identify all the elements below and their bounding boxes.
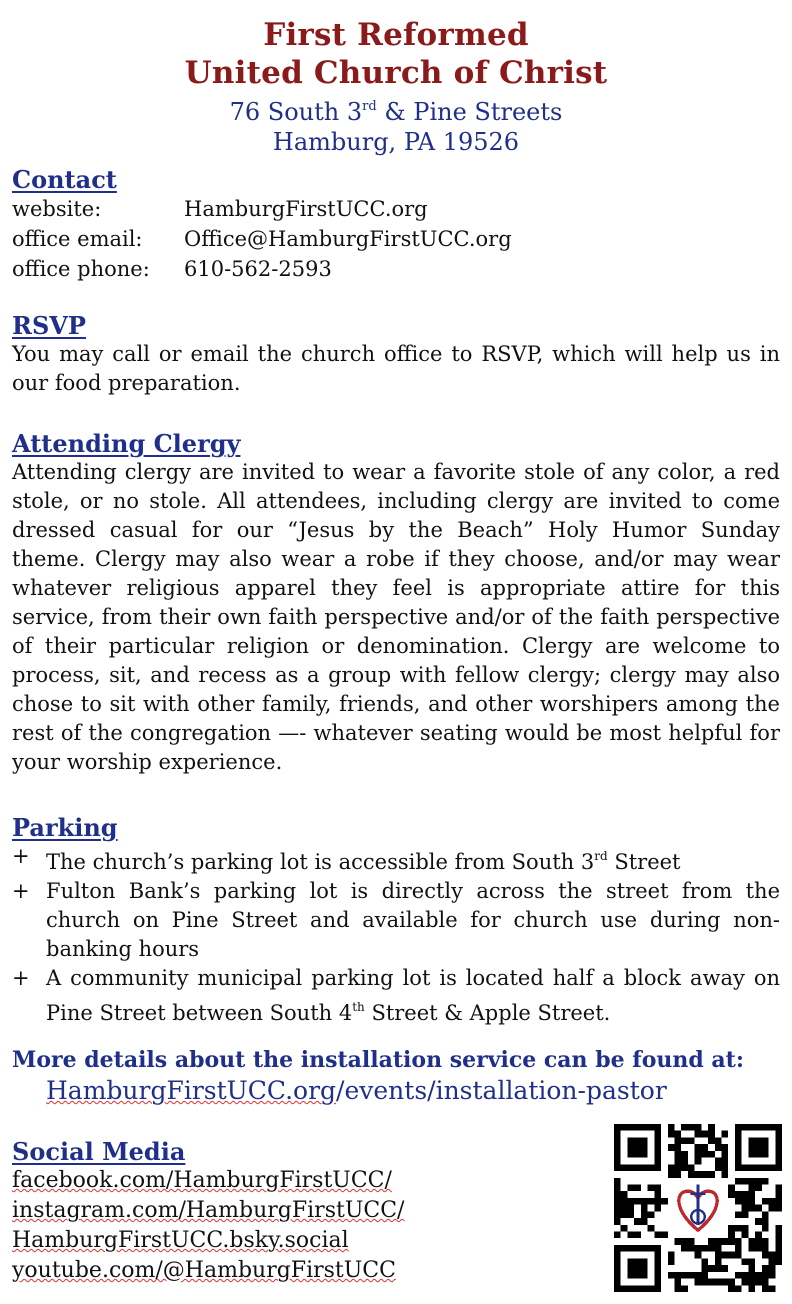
qr-module (681, 1164, 688, 1171)
qr-module (755, 1272, 762, 1279)
qr-module (735, 1272, 742, 1279)
contact-row-email (12, 224, 780, 254)
qr-module (695, 1144, 702, 1151)
qr-module (715, 1137, 722, 1144)
qr-module (674, 1158, 681, 1165)
qr-module (775, 1225, 782, 1232)
qr-module (708, 1265, 715, 1272)
qr-module (695, 1252, 702, 1259)
qr-module (742, 1272, 749, 1279)
qr-module (728, 1225, 735, 1232)
qr-module (634, 1184, 641, 1191)
qr-module (769, 1205, 776, 1212)
qr-module (614, 1211, 621, 1218)
qr-module (701, 1131, 708, 1138)
qr-module (641, 1218, 648, 1225)
qr-module (641, 1198, 648, 1205)
qr-module (614, 1232, 621, 1239)
qr-module (681, 1272, 688, 1279)
qr-module (755, 1238, 762, 1245)
qr-module (688, 1137, 695, 1144)
qr-module (674, 1171, 681, 1178)
qr-module (661, 1232, 668, 1239)
qr-module (762, 1245, 769, 1252)
social-heading: Social Media (12, 1137, 186, 1166)
qr-module (681, 1238, 688, 1245)
qr-module (748, 1245, 755, 1252)
qr-module (728, 1232, 735, 1239)
list-item: + A community municipal parking lot is located half a block away on Pine Street between South 4th Street & Apple Street. (12, 964, 780, 1028)
qr-module (627, 1184, 634, 1191)
clergy-heading: Attending Clergy (12, 429, 241, 458)
qr-module (722, 1265, 729, 1272)
qr-module (722, 1144, 729, 1151)
qr-module (654, 1198, 661, 1205)
qr-module (762, 1252, 769, 1259)
qr-module (614, 1184, 621, 1191)
qr-module (742, 1279, 749, 1286)
qr-module (762, 1211, 769, 1218)
qr-module (755, 1279, 762, 1286)
qr-module (621, 1225, 628, 1232)
qr-module (748, 1184, 755, 1191)
qr-module (668, 1124, 675, 1131)
qr-module (762, 1225, 769, 1232)
rsvp-text: You may call or email the church office to RSVP, which will help us in our food preparation. (12, 342, 780, 395)
plus-bullet-icon: + (12, 844, 30, 868)
qr-module (674, 1144, 681, 1151)
qr-module (735, 1252, 742, 1259)
qr-module (735, 1285, 742, 1292)
qr-module (681, 1137, 688, 1144)
qr-module (715, 1144, 722, 1151)
qr-module (735, 1191, 742, 1198)
qr-module (668, 1171, 675, 1178)
plus-bullet-icon: + (12, 879, 30, 903)
qr-module (762, 1198, 769, 1205)
qr-module (688, 1171, 695, 1178)
instagram-link[interactable]: instagram.com/HamburgFirstUCC/ (12, 1198, 405, 1223)
qr-module (674, 1285, 681, 1292)
qr-module (762, 1279, 769, 1286)
qr-module (722, 1279, 729, 1286)
qr-module (614, 1218, 621, 1225)
qr-module (748, 1265, 755, 1272)
qr-module (627, 1232, 634, 1239)
qr-module (614, 1198, 621, 1205)
qr-module (722, 1164, 729, 1171)
qr-module (742, 1232, 749, 1239)
qr-module (701, 1171, 708, 1178)
qr-module (648, 1198, 655, 1205)
qr-module (695, 1272, 702, 1279)
qr-module (627, 1198, 634, 1205)
phone-value[interactable]: 610-562-2593 (184, 257, 332, 281)
qr-module (748, 1285, 755, 1292)
qr-module (634, 1232, 641, 1239)
qr-module (614, 1178, 621, 1185)
installation-link[interactable]: HamburgFirstUCC.org/events/installation-pastor (46, 1076, 667, 1105)
qr-module (735, 1245, 742, 1252)
qr-module (621, 1198, 628, 1205)
header (0, 0, 792, 157)
qr-module (701, 1245, 708, 1252)
qr-module (695, 1171, 702, 1178)
qr-module (769, 1272, 776, 1279)
qr-module (742, 1191, 749, 1198)
qr-module (755, 1232, 762, 1239)
qr-module (722, 1171, 729, 1178)
qr-module (728, 1285, 735, 1292)
contact-section (12, 166, 780, 284)
qr-module (708, 1137, 715, 1144)
qr-module (735, 1225, 742, 1232)
qr-module (648, 1225, 655, 1232)
city-address: Hamburg, PA 19526 (272, 128, 520, 156)
qr-module (708, 1171, 715, 1178)
qr-module (708, 1279, 715, 1286)
qr-module (634, 1198, 641, 1205)
qr-module (775, 1205, 782, 1212)
list-item: + The church’s parking lot is accessible from South 3rd Street (12, 842, 780, 877)
qr-module (735, 1198, 742, 1205)
qr-module (769, 1252, 776, 1259)
qr-module (735, 1178, 742, 1185)
parking-heading: Parking (12, 813, 118, 842)
qr-module (755, 1205, 762, 1212)
qr-module (748, 1258, 755, 1265)
qr-module (728, 1252, 735, 1259)
rsvp-section (12, 312, 780, 398)
qr-module (722, 1158, 729, 1165)
qr-module (735, 1238, 742, 1245)
qr-module (762, 1178, 769, 1185)
qr-module (728, 1279, 735, 1286)
qr-module (762, 1218, 769, 1225)
parking-section (12, 814, 780, 1028)
qr-module (701, 1151, 708, 1158)
qr-module (688, 1238, 695, 1245)
website-value[interactable]: HamburgFirstUCC.org (184, 197, 428, 221)
qr-module (695, 1279, 702, 1286)
qr-module (715, 1238, 722, 1245)
qr-module (708, 1124, 715, 1131)
qr-module (715, 1252, 722, 1259)
qr-module (748, 1178, 755, 1185)
qr-module (648, 1184, 655, 1191)
qr-module (654, 1205, 661, 1212)
parking-list (12, 842, 780, 1028)
website-label: website: (12, 197, 102, 221)
qr-module (688, 1245, 695, 1252)
qr-module (755, 1245, 762, 1252)
qr-module (742, 1178, 749, 1185)
qr-module (748, 1191, 755, 1198)
qr-module (769, 1265, 776, 1272)
youtube-link[interactable]: youtube.com/@HamburgFirstUCC (12, 1258, 396, 1283)
qr-module (634, 1218, 641, 1225)
qr-module (708, 1151, 715, 1158)
qr-module (742, 1198, 749, 1205)
qr-module (661, 1198, 668, 1205)
qr-code-icon[interactable] (614, 1124, 782, 1292)
qr-module (688, 1124, 695, 1131)
qr-module (701, 1272, 708, 1279)
rsvp-heading: RSVP (12, 311, 86, 340)
more-details-section (12, 1046, 780, 1108)
qr-module (681, 1151, 688, 1158)
qr-module (728, 1191, 735, 1198)
contact-row-website (12, 194, 780, 224)
contact-heading: Contact (12, 165, 117, 194)
list-item: + Fulton Bank’s parking lot is directly across the street from the church on Pine Street and available for church use during non-banking hours (12, 877, 780, 964)
qr-module (695, 1245, 702, 1252)
qr-module (668, 1252, 675, 1259)
qr-module (775, 1232, 782, 1239)
clergy-section (12, 430, 780, 777)
qr-module (614, 1205, 621, 1212)
qr-module (715, 1164, 722, 1171)
email-label: office email: (12, 227, 143, 251)
qr-module (674, 1272, 681, 1279)
qr-module (755, 1184, 762, 1191)
qr-module (728, 1238, 735, 1245)
qr-module (748, 1205, 755, 1212)
qr-module (722, 1151, 729, 1158)
qr-module (708, 1238, 715, 1245)
qr-module (775, 1191, 782, 1198)
qr-module (701, 1265, 708, 1272)
qr-module (755, 1218, 762, 1225)
qr-module (621, 1191, 628, 1198)
qr-module (722, 1238, 729, 1245)
qr-module (668, 1131, 675, 1138)
more-details-heading: More details about the installation service can be found at: (12, 1047, 744, 1073)
email-value[interactable]: Office@HamburgFirstUCC.org (184, 227, 512, 251)
qr-module (621, 1205, 628, 1212)
qr-module (668, 1258, 675, 1265)
qr-module (695, 1151, 702, 1158)
qr-module (674, 1151, 681, 1158)
qr-module (748, 1198, 755, 1205)
qr-module (681, 1285, 688, 1292)
qr-module (621, 1211, 628, 1218)
qr-module (674, 1238, 681, 1245)
qr-module (708, 1245, 715, 1252)
qr-module (715, 1265, 722, 1272)
qr-module (674, 1279, 681, 1286)
contact-row-phone (12, 254, 780, 284)
church-name-line2: United Church of Christ (184, 55, 608, 91)
qr-module (681, 1124, 688, 1131)
qr-module (641, 1211, 648, 1218)
bluesky-link[interactable]: HamburgFirstUCC.bsky.social (12, 1228, 349, 1253)
qr-module (701, 1279, 708, 1286)
qr-module (681, 1245, 688, 1252)
qr-module (715, 1258, 722, 1265)
qr-module (695, 1124, 702, 1131)
qr-module (654, 1232, 661, 1239)
qr-module (627, 1205, 634, 1212)
qr-module (742, 1211, 749, 1218)
qr-module (715, 1245, 722, 1252)
plus-bullet-icon: + (12, 966, 30, 990)
qr-module (775, 1258, 782, 1265)
qr-module (769, 1258, 776, 1265)
church-logo-icon (671, 1181, 725, 1235)
qr-module (742, 1225, 749, 1232)
qr-module (668, 1164, 675, 1171)
qr-module (681, 1158, 688, 1165)
street-address: 76 South 3rd & Pine Streets (229, 98, 563, 126)
qr-module (775, 1245, 782, 1252)
qr-module (674, 1164, 681, 1171)
qr-module (742, 1258, 749, 1265)
social-section (12, 1138, 592, 1286)
qr-module (668, 1144, 675, 1151)
qr-module (688, 1164, 695, 1171)
qr-module (648, 1211, 655, 1218)
qr-module (762, 1265, 769, 1272)
qr-module (762, 1285, 769, 1292)
qr-module (728, 1184, 735, 1191)
qr-module (748, 1272, 755, 1279)
qr-module (722, 1252, 729, 1259)
qr-module (674, 1131, 681, 1138)
qr-module (674, 1137, 681, 1144)
facebook-link[interactable]: facebook.com/HamburgFirstUCC/ (12, 1168, 392, 1193)
qr-module (748, 1238, 755, 1245)
qr-module (715, 1279, 722, 1286)
qr-module (775, 1184, 782, 1191)
qr-module (708, 1131, 715, 1138)
phone-label: office phone: (12, 257, 150, 281)
qr-module (722, 1131, 729, 1138)
qr-module (654, 1184, 661, 1191)
qr-module (688, 1272, 695, 1279)
qr-module (755, 1178, 762, 1185)
qr-module (715, 1158, 722, 1165)
clergy-text: Attending clergy are invited to wear a favorite stole of any color, a red stole, or no stole. All attendees, including clergy are invited to come dressed casual for our “Jesus by the Beach” Holy Humor Sunday theme. Clergy may also wear a robe if they choose, and/or may wear whatever religious apparel they feel is appropriate attire for this service, from their own faith perspective and/or of the faith perspective of their particular religion or denomination. Clergy are welcome to process, sit, and recess as a group with fellow clergy; clergy may also chose to sit with other family, friends, and other worshipers among the rest of the congregation —- whatever seating would be most helpful for your worship experience. (12, 460, 780, 774)
qr-module (614, 1191, 621, 1198)
qr-module (735, 1211, 742, 1218)
qr-module (769, 1198, 776, 1205)
qr-module (668, 1272, 675, 1279)
qr-module (695, 1158, 702, 1165)
qr-module (775, 1198, 782, 1205)
qr-module (695, 1131, 702, 1138)
qr-module (775, 1252, 782, 1259)
qr-module (769, 1285, 776, 1292)
qr-module (762, 1238, 769, 1245)
qr-module (762, 1272, 769, 1279)
qr-module (701, 1258, 708, 1265)
qr-module (742, 1205, 749, 1212)
qr-module (641, 1205, 648, 1212)
qr-module (627, 1211, 634, 1218)
qr-module (775, 1238, 782, 1245)
qr-module (654, 1191, 661, 1198)
church-name-line1: First Reformed (263, 17, 529, 53)
qr-module (701, 1144, 708, 1151)
qr-module (748, 1279, 755, 1286)
